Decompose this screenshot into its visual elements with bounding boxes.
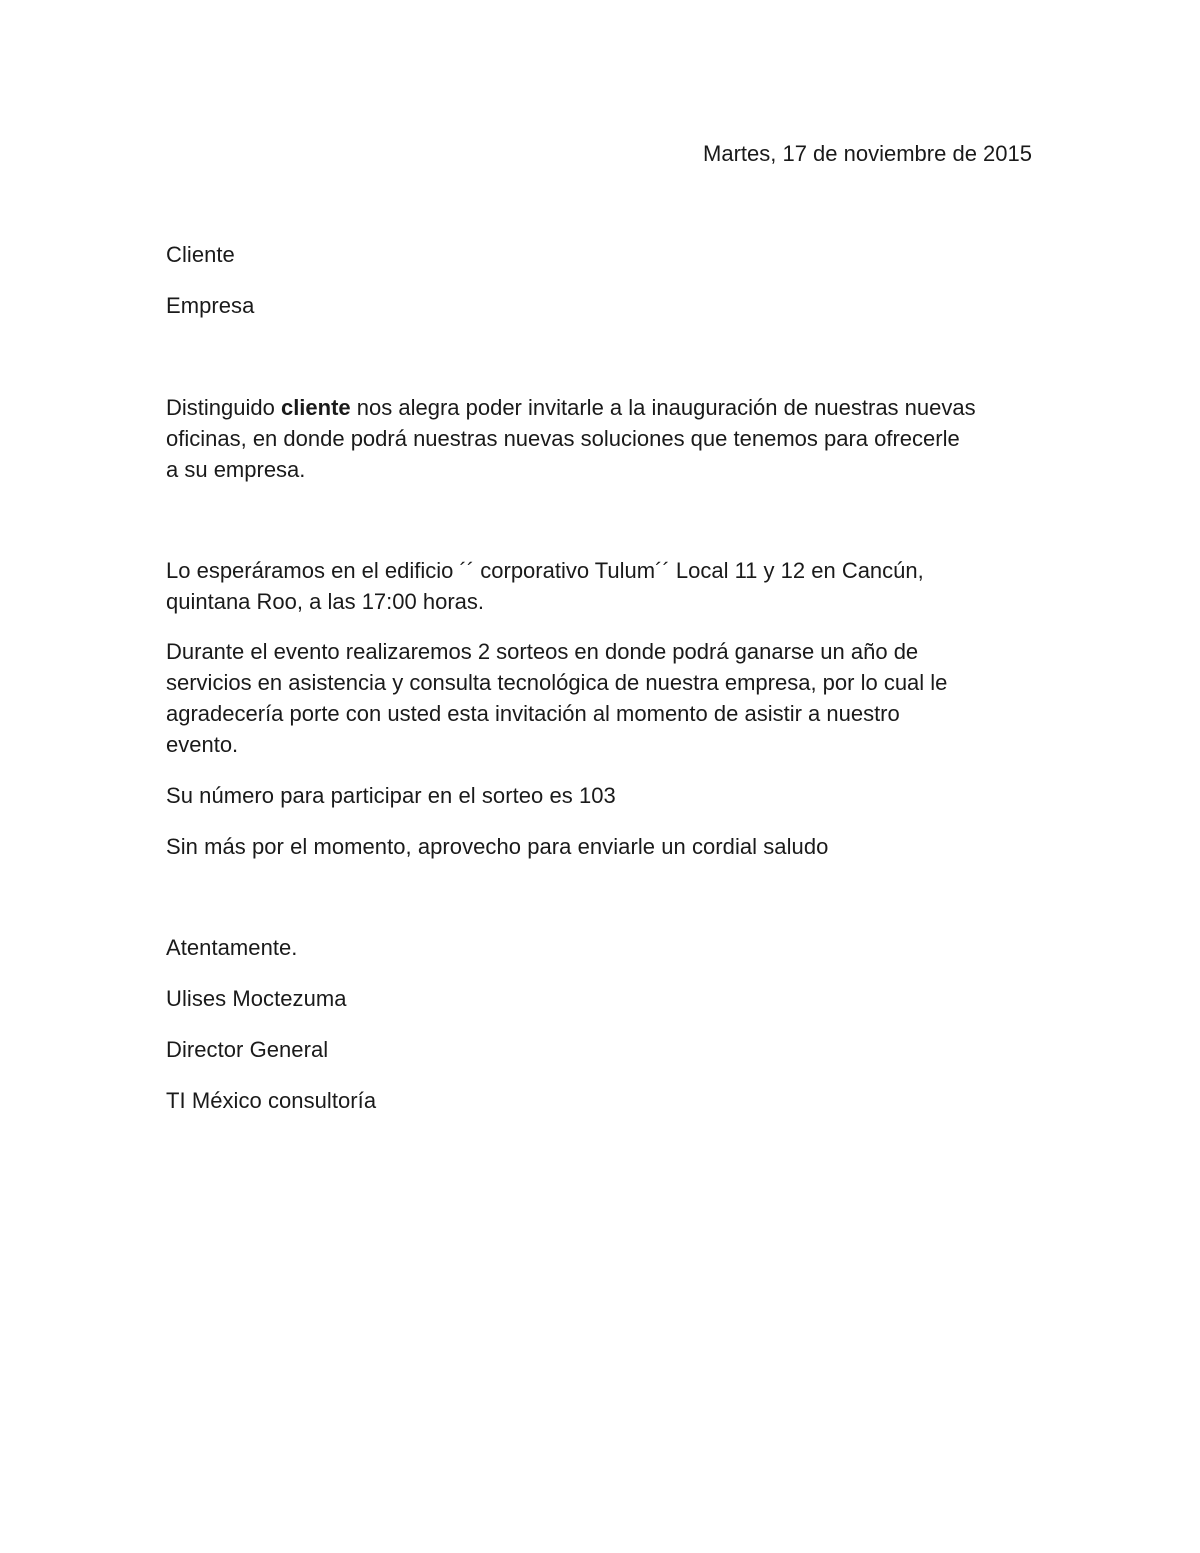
intro-line-1 (166, 392, 1046, 423)
event-line-2: servicios en asistencia y consulta tecnológica de nuestra empresa, por lo cual le (166, 670, 948, 695)
intro-paragraph (166, 392, 1046, 485)
location-line-1: Lo esperáramos en el edificio ´´ corporativo Tulum´´ Local 11 y 12 en Cancún, (166, 558, 924, 583)
location-paragraph (166, 555, 1046, 617)
event-line-3: agradecería porte con usted esta invitación al momento de asistir a nuestro (166, 701, 900, 726)
location-line-2: quintana Roo, a las 17:00 horas. (166, 589, 485, 614)
letter-date: Martes, 17 de noviembre de 2015 (703, 141, 1032, 166)
event-line-1: Durante el evento realizaremos 2 sorteos en donde podrá ganarse un año de (166, 639, 919, 664)
intro-lead: Distinguido (166, 395, 281, 420)
recipient-name: Cliente (166, 242, 235, 267)
event-line-4: evento. (166, 732, 239, 757)
signature-company: TI México consultoría (166, 1088, 377, 1113)
recipient-company: Empresa (166, 293, 255, 318)
signature-salutation: Atentamente. (166, 935, 298, 960)
intro-line-1-rest: nos alegra poder invitarle a la inauguración de nuestras nuevas (350, 395, 976, 420)
signature-title: Director General (166, 1037, 329, 1062)
event-paragraph (166, 636, 1046, 760)
signature-name: Ulises Moctezuma (166, 986, 347, 1011)
intro-line-2: oficinas, en donde podrá nuestras nuevas soluciones que tenemos para ofrecerle (166, 426, 960, 451)
raffle-number: Su número para participar en el sorteo es 103 (166, 783, 616, 808)
intro-line-3: a su empresa. (166, 457, 306, 482)
intro-bold-word: cliente (280, 395, 351, 420)
closing-line: Sin más por el momento, aprovecho para enviarle un cordial saludo (166, 834, 829, 859)
